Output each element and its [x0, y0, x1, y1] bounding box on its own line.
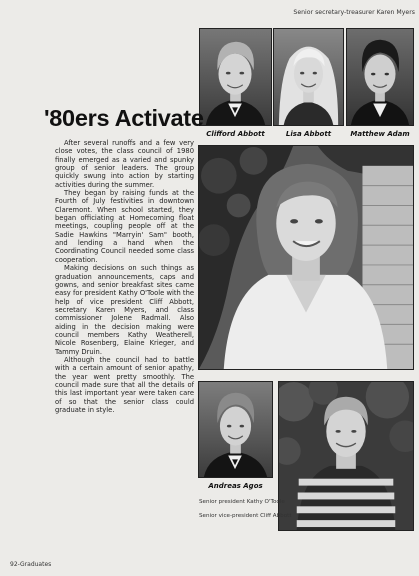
portrait-photo-andreas-agos [198, 381, 273, 478]
story-paragraph: Although the council had to battle with a certain amount of senior apathy, the year went pretty smoothly. The council made sure that all the details of this last important year were taken care of so that the senior class could graduate in style. [55, 355, 194, 414]
portrait-name-matthew-adam: Matthew Adam [350, 130, 410, 138]
story-body [55, 139, 194, 414]
portrait-name-lisa-abbott: Lisa Abbott [285, 130, 332, 138]
portrait-name-andreas-agos: Andreas Agos [208, 482, 263, 490]
portrait-photo-lisa-abbott [273, 28, 344, 126]
story-paragraph: They began by raising funds at the Fourth of July festivities in downtown Claremont. When school started, they began officiating at Homecoming float meetings, coupling people off at the Sadie Hawkins "Marryin' Sam" booth, and lending a hand when the Coordinating Council needed some class cooperation. [55, 189, 194, 264]
portrait-photo-matthew-adam [346, 28, 414, 126]
portrait-name-clifford-abbott: Clifford Abbott [206, 130, 265, 138]
page-folio: 92-Graduates [10, 561, 52, 568]
story-paragraph: After several runoffs and a few very close votes, the class council of 1980 finally emerged as a varied and spunky group of senior leaders. The group quickly swung into action by starting activities during the summer. [55, 139, 194, 189]
photo-caption-president: Senior president Kathy O'Toole [199, 499, 285, 505]
photo-caption-secretary: Senior secretary-treasurer Karen Myers [293, 9, 415, 16]
photo-karen-myers [198, 145, 414, 370]
story-headline: '80ers Activate [44, 105, 204, 131]
story-paragraph: Making decisions on such things as graduation announcements, caps and gowns, and senior breakfast sites came easy for president Kathy O'Toole with the help of vice president Cliff Abbott, secretary Karen Myers, and class commissioner Jolene Radmall. Also aiding in the decision making were council members Kathy Weatherell, Nicole Rosenberg, Elaine Krieger, and Tammy Druin. [55, 264, 194, 356]
photo-caption-vice-president: Senior vice-president Cliff Abbott [199, 513, 292, 519]
portrait-photo-clifford-abbott [199, 28, 272, 126]
photo-cliff-abbott [278, 381, 414, 531]
